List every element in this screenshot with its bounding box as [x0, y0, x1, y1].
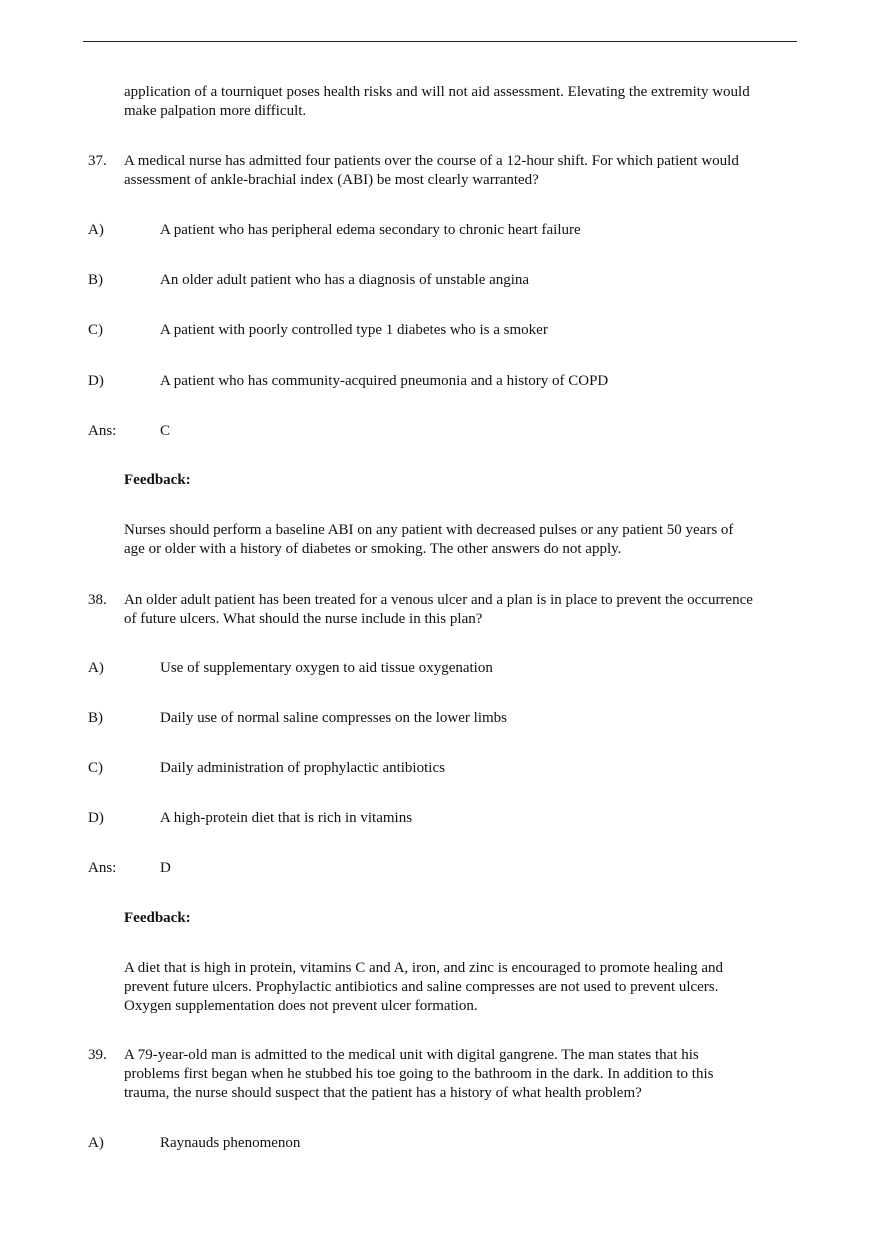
q37-option-d-label: D) [88, 373, 104, 389]
q37-option-b-label: B) [88, 272, 103, 288]
question-38-stem: An older adult patient has been treated for a venous ulcer and a plan is in place to prevent the occurrence of future ulcers. What should the nurse include in this plan? [124, 592, 753, 627]
q37-ans-label: Ans: [88, 423, 117, 439]
question-39-number: 39. [88, 1047, 107, 1063]
q38-option-a-label: A) [88, 660, 104, 676]
q39-option-a-label: A) [88, 1135, 104, 1151]
q37-answer: C [160, 423, 171, 439]
q37-option-a-text: A patient who has peripheral edema secondary to chronic heart failure [160, 222, 581, 238]
q38-option-b-text: Daily use of normal saline compresses on the lower limbs [160, 710, 508, 726]
intro-paragraph: application of a tourniquet poses health risks and will not aid assessment. Elevating the extremity would make palpation more difficult. [124, 84, 750, 119]
question-39-stem: A 79-year-old man is admitted to the medical unit with digital gangrene. The man states that his problems first began when he stubbed his toe going to the bathroom in the dark. In addition to this trauma, the nurse should suspect that the patient has a history of what health problem? [124, 1047, 714, 1101]
q38-option-d-label: D) [88, 810, 104, 826]
q38-ans-label: Ans: [88, 860, 117, 876]
question-38-number: 38. [88, 592, 107, 608]
question-37-number: 37. [88, 153, 107, 169]
q37-feedback-heading: Feedback: [124, 472, 191, 488]
q38-answer: D [160, 860, 171, 876]
q38-option-b-label: B) [88, 710, 103, 726]
q37-option-b-text: An older adult patient who has a diagnosis of unstable angina [160, 272, 530, 288]
q38-option-c-label: C) [88, 760, 103, 776]
q37-option-d-text: A patient who has community-acquired pneumonia and a history of COPD [160, 373, 609, 389]
header-rule [83, 41, 797, 42]
q37-option-c-text: A patient with poorly controlled type 1 diabetes who is a smoker [160, 322, 548, 338]
q38-feedback-text: A diet that is high in protein, vitamins C and A, iron, and zinc is encouraged to promote healing and prevent future ulcers. Prophylactic antibiotics and saline compresses are not used to prevent ulcers. Oxygen supplementation does not prevent ulcer formation. [124, 960, 724, 1014]
q38-option-c-text: Daily administration of prophylactic antibiotics [160, 760, 445, 776]
q38-option-d-text: A high-protein diet that is rich in vitamins [160, 810, 413, 826]
question-37-stem: A medical nurse has admitted four patients over the course of a 12-hour shift. For which patient would assessment of ankle-brachial index (ABI) be most clearly warranted? [124, 153, 739, 188]
q37-option-c-label: C) [88, 322, 103, 338]
q39-option-a-text: Raynauds phenomenon [160, 1135, 301, 1151]
q38-feedback-heading: Feedback: [124, 910, 191, 926]
q38-option-a-text: Use of supplementary oxygen to aid tissue oxygenation [160, 660, 493, 676]
q37-option-a-label: A) [88, 222, 104, 238]
q37-feedback-text: Nurses should perform a baseline ABI on any patient with decreased pulses or any patient 50 years of age or older with a history of diabetes or smoking. The other answers do not apply. [124, 522, 734, 557]
